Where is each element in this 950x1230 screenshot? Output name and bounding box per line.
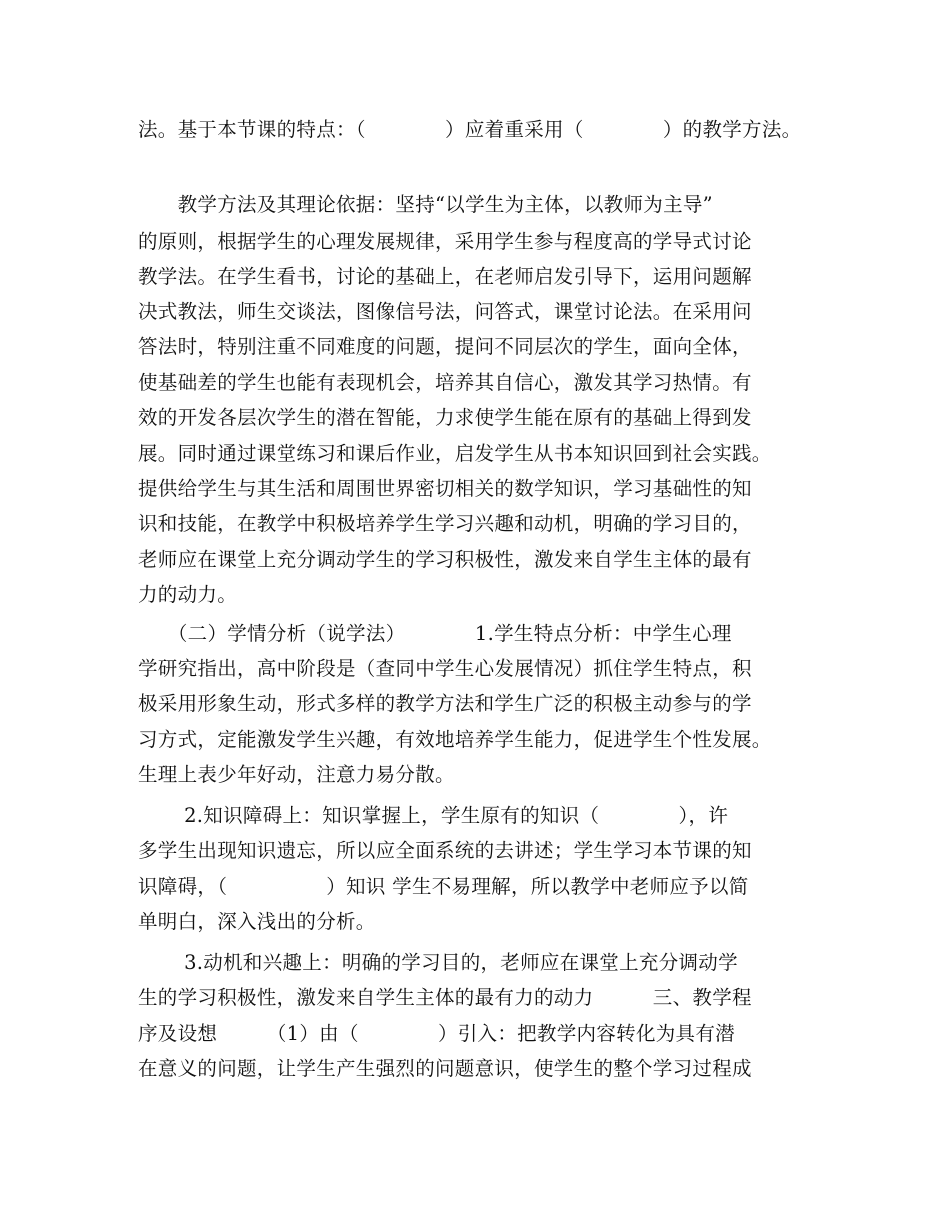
- text-line: 单明白，深入浅出的分析。: [138, 910, 376, 933]
- section-heading-line: （二）学情分析（说学法） 1.学生特点分析：中学生心理: [138, 622, 732, 645]
- text-line: 生理上表少年好动，注意力易分散。: [138, 763, 455, 786]
- text-line: 学研究指出，高中阶段是（查同中学生心发展情况）抓住学生特点，积: [138, 657, 752, 680]
- text-line: 识和技能，在教学中积极培养学生学习兴趣和动机，明确的学习目的，: [138, 512, 752, 535]
- text-line: 答法时，特别注重不同难度的问题，提问不同层次的学生，面向全体，: [138, 335, 752, 358]
- text-line: 识障碍，（ ）知识 学生不易理解，所以教学中老师应予以简: [138, 875, 749, 898]
- text-line: 使基础差的学生也能有表现机会，培养其自信心，激发其学习热情。有: [138, 371, 752, 394]
- text-line: 教学法。在学生看书，讨论的基础上，在老师启发引导下，运用问题解: [138, 265, 752, 288]
- text-line: 提供给学生与其生活和周围世界密切相关的数学知识，学习基础性的知: [138, 477, 752, 500]
- text-line: 3.动机和兴趣上：明确的学习目的，老师应在课堂上充分调动学: [138, 951, 738, 974]
- text-line: 法。基于本节课的特点：（ ）应着重采用（ ）的教学方法。: [138, 118, 802, 141]
- text-line: 老师应在课堂上充分调动学生的学习积极性，激发来自学生主体的最有: [138, 548, 752, 571]
- text-line: 极采用形象生动，形式多样的教学方法和学生广泛的积极主动参与的学: [138, 692, 752, 715]
- text-line: 效的开发各层次学生的潜在智能，力求使学生能在原有的基础上得到发: [138, 406, 752, 429]
- text-line: 展。同时通过课堂练习和课后作业，启发学生从书本知识回到社会实践。: [138, 442, 772, 465]
- text-line: 决式教法，师生交谈法，图像信号法，问答式，课堂讨论法。在采用问: [138, 300, 752, 323]
- text-line: 序及设想 （1）由（ ）引入：把教学内容转化为具有潜: [138, 1022, 735, 1045]
- text-line: 力的动力。: [138, 583, 238, 606]
- text-line: 习方式，定能激发学生兴趣，有效地培养学生能力，促进学生个性发展。: [138, 728, 772, 751]
- text-line: 教学方法及其理论依据：坚持“以学生为主体，以教师为主导”: [138, 193, 713, 216]
- text-line: 生的学习积极性，激发来自学生主体的最有力的动力 三、教学程: [138, 986, 752, 1009]
- text-line: 在意义的问题，让学生产生强烈的问题意识，使学生的整个学习过程成: [138, 1057, 752, 1080]
- text-line: 多学生出现知识遗忘，所以应全面系统的去讲述；学生学习本节课的知: [138, 839, 752, 862]
- text-line: 2.知识障碍上：知识掌握上，学生原有的知识（ ），许: [138, 804, 729, 827]
- text-line: 的原则，根据学生的心理发展规律，采用学生参与程度高的学导式讨论: [138, 230, 752, 253]
